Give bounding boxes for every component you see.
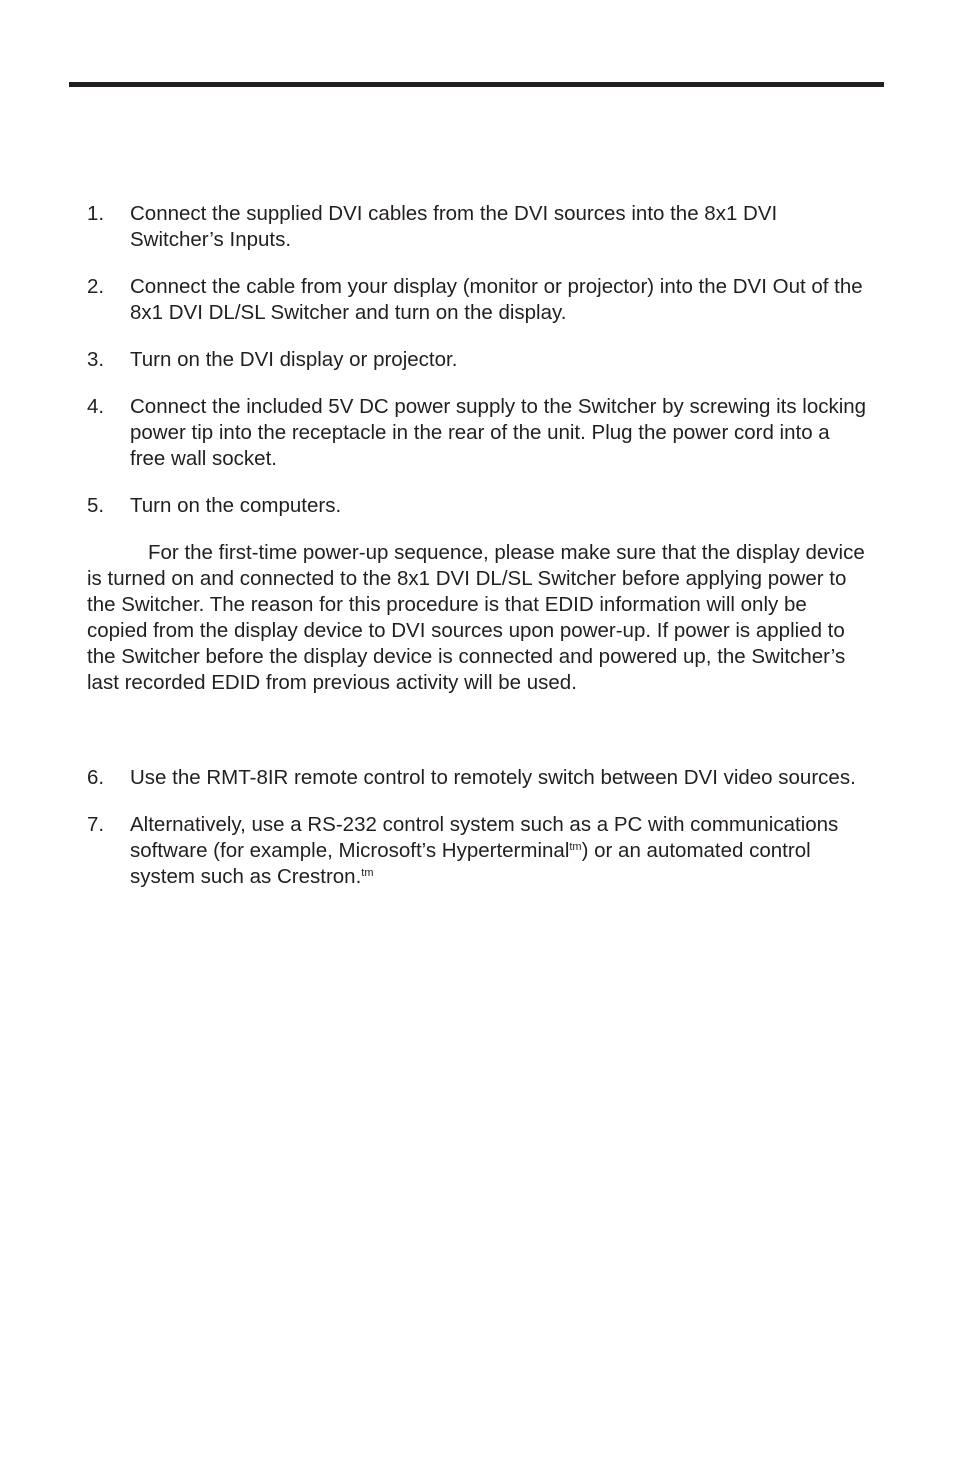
step-text-part2: ) or an automated control system such as Crestron. [130,839,811,888]
step-number: 2. [87,275,105,298]
header-rule [69,82,884,87]
list-item [87,274,867,326]
step-number: 7. [87,813,105,836]
steps-list-2 [87,765,867,890]
list-item [87,394,867,472]
step-text: Turn on the computers. [130,494,342,517]
step-number: 5. [87,494,105,517]
step-text: Connect the supplied DVI cables from the DVI sources into the 8x1 DVI Switcher’s Inputs. [130,202,778,251]
step-number: 4. [87,395,105,418]
trademark-mark: tm [361,867,374,879]
step-text: Connect the cable from your display (monitor or projector) into the DVI Out of the 8x1 DVI DL/SL Switcher and turn on the display. [130,275,863,324]
step-number: 3. [87,348,105,371]
page-content [87,201,867,911]
list-item [87,812,867,890]
step-text-part1: Alternatively, use a RS-232 control system such as a PC with communications software (for example, Microsoft’s Hyperterminal [130,813,839,862]
step-text: Connect the included 5V DC power supply to the Switcher by screwing its locking power tip into the receptacle in the rear of the unit. Plug the power cord into a free wall socket. [130,395,867,470]
trademark-mark: tm [569,841,582,853]
power-up-note: For the first-time power-up sequence, please make sure that the display device is turned on and connected to the 8x1 DVI DL/SL Switcher before applying power to the Switcher. The reason for this procedure is that EDID information will only be copied from the display device to DVI sources upon power-up. If power is applied to the Switcher before the display device is connected and powered up, the Switcher’s last recorded EDID from previous activity will be used. [87,541,865,694]
step-number: 6. [87,766,105,789]
list-item [87,201,867,253]
steps-list-1 [87,201,867,519]
step-text: Use the RMT-8IR remote control to remotely switch between DVI video sources. [130,766,856,789]
list-item [87,347,867,373]
step-number: 1. [87,202,105,225]
list-item [87,493,867,519]
step-text: Turn on the DVI display or projector. [130,348,458,371]
list-item [87,765,867,791]
section-gap [87,696,867,765]
